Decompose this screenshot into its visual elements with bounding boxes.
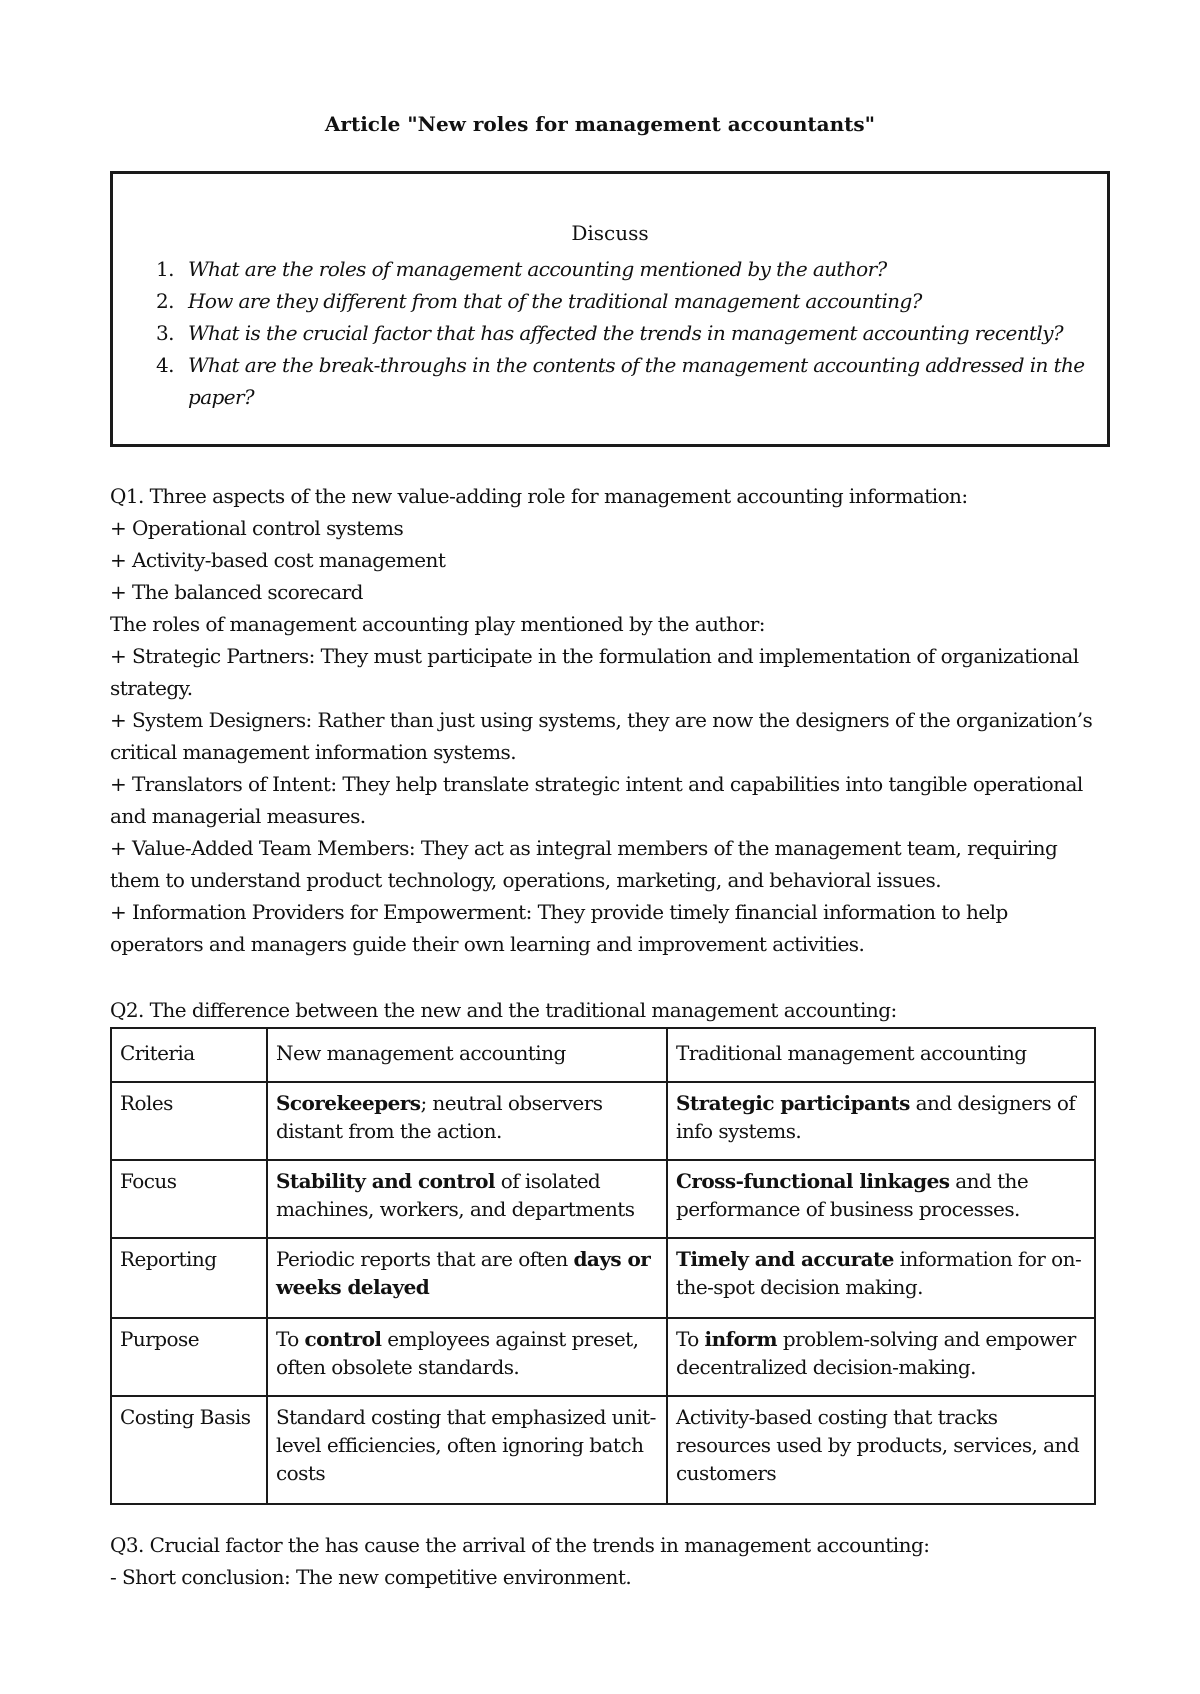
table-row [111,1082,1095,1160]
criteria-cell: Reporting [111,1238,267,1318]
header-traditional: Traditional management accounting [667,1028,1095,1082]
new-cell: Periodic reports that are often days or weeks delayed [267,1238,667,1318]
criteria-cell: Purpose [111,1318,267,1396]
table-row [111,1160,1095,1238]
role-item: + Strategic Partners: They must participate in the formulation and implementation of organizational strategy. [110,644,1079,700]
discuss-heading: Discuss [571,221,649,245]
role-item: + Value-Added Team Members: They act as integral members of the management team, requiring them to understand product technology, operations, marketing, and behavioral issues. [110,836,1058,892]
discussion-question-list [156,253,1096,413]
q1-intro: Q1. Three aspects of the new value-adding role for management accounting information: [110,484,968,508]
new-cell: To control employees against preset, often obsolete standards. [267,1318,667,1396]
new-cell: Stability and control of isolated machines, workers, and departments [267,1160,667,1238]
role-item: + Translators of Intent: They help translate strategic intent and capabilities into tangible operational and managerial measures. [110,772,1083,828]
traditional-cell: Strategic participants and designers of info systems. [667,1082,1095,1160]
q1-answer [110,480,1100,960]
traditional-cell: Cross-functional linkages and the performance of business processes. [667,1160,1095,1238]
q3-intro: Q3. Crucial factor the has cause the arrival of the trends in management accounting: [110,1533,930,1557]
q3-conclusion: - Short conclusion: The new competitive environment. [110,1565,632,1589]
table-row [111,1396,1095,1504]
document-title: Article "New roles for management accountants" [324,112,876,136]
aspect-item: + The balanced scorecard [110,580,363,604]
new-cell: Scorekeepers; neutral observers distant from the action. [267,1082,667,1160]
header-criteria: Criteria [111,1028,267,1082]
comparison-table [110,1027,1096,1505]
q2-intro: Q2. The difference between the new and the traditional management accounting: [110,998,897,1022]
traditional-cell: Activity-based costing that tracks resources used by products, services, and customers [667,1396,1095,1504]
header-new: New management accounting [267,1028,667,1082]
new-cell: Standard costing that emphasized unit-level efficiencies, often ignoring batch costs [267,1396,667,1504]
roles-intro: The roles of management accounting play mentioned by the author: [110,612,765,636]
table-row [111,1318,1095,1396]
aspect-item: + Activity-based cost management [110,548,446,572]
q3-answer [110,1529,1100,1593]
aspect-item: + Operational control systems [110,516,404,540]
discussion-question: 1. What are the roles of management accounting mentioned by the author? [156,257,887,281]
table-header-row [111,1028,1095,1082]
criteria-cell: Roles [111,1082,267,1160]
traditional-cell: Timely and accurate information for on-the-spot decision making. [667,1238,1095,1318]
criteria-cell: Focus [111,1160,267,1238]
traditional-cell: To inform problem-solving and empower decentralized decision-making. [667,1318,1095,1396]
discussion-question: 3. What is the crucial factor that has affected the trends in management accounting recently? [156,321,1064,345]
role-item: + System Designers: Rather than just using systems, they are now the designers of the organization’s critical management information systems. [110,708,1093,764]
discuss-box [110,171,1110,447]
criteria-cell: Costing Basis [111,1396,267,1504]
table-row [111,1238,1095,1318]
discussion-question: 4. What are the break-throughs in the contents of the management accounting addressed in the paper? [156,353,1085,409]
discussion-question: 2. How are they different from that of the traditional management accounting? [156,289,922,313]
role-item: + Information Providers for Empowerment: They provide timely financial information to help operators and managers guide their own learning and improvement activities. [110,900,1008,956]
